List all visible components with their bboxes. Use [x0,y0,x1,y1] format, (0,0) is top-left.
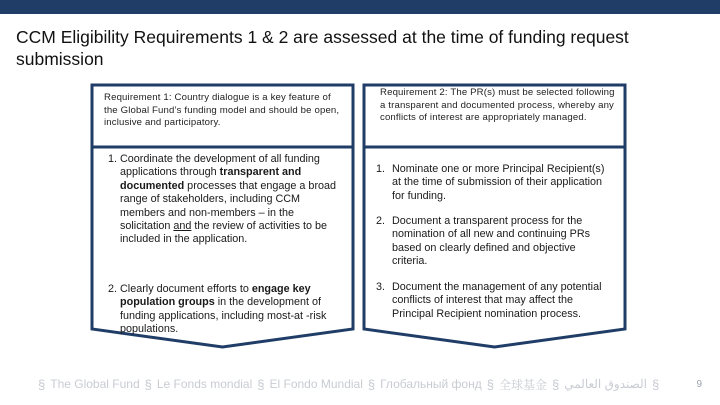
item-underlined-text: and [173,220,192,233]
brand-name-zh: 全球基金 [498,377,547,392]
slide-title: CCM Eligibility Requirements 1 & 2 are assessed at the time of funding request submission [16,27,629,69]
global-fund-logo-icon: § [257,376,265,392]
requirement-2-panel [362,83,627,349]
global-fund-logo-icon: § [486,376,494,392]
requirement-2-header: Requirement 2: The PR(s) must be selected following a transparent and documented process, whereby any conflicts of interest are appropriately managed. [380,87,615,123]
requirement-1-item-2 [108,283,343,337]
item-text: Clearly document efforts to [120,283,252,295]
brand-name-fr: Le Fonds mondial [156,377,253,391]
item-number: 1. [376,163,386,175]
item-text: Document the management of any potential conflicts of interest that may affect the Principal Recipient nomination process. [392,281,602,320]
brand-name-ru: Глобальный фонд [380,377,482,391]
footer-brand-strip [38,376,660,392]
item-text: Document a transparent process for the nomination of all new and continuing PRs based on clearly defined and objective criteria. [392,215,591,268]
brand-name-es: El Fondo Mundial [269,377,363,391]
requirement-1-panel [90,83,355,349]
global-fund-logo-icon: § [367,376,376,392]
item-text: processes that engage a broad range of stakeholders, including CCM members and non-members – in the solicitation [120,179,337,233]
brand-name-ar: الصندوق العالمي [564,377,648,391]
item-number: 2. [108,283,118,295]
item-text: the review of activities to be included in the application. [120,220,328,246]
item-number: 3. [376,281,386,293]
requirement-1-header: Requirement 1: Country dialogue is a key feature of the Global Fund’s funding model and should be open, inclusive and participatory. [104,92,340,128]
item-bold-text: engage key population groups [120,283,311,309]
item-text: in the development of funding applications, including most-at -risk populations. [120,296,327,336]
item-number: 1. [108,153,118,165]
item-bold-text: transparent and documented [120,166,302,192]
requirement-1-item-1 [108,153,343,247]
brand-name-en: The Global Fund [50,377,140,391]
page-number: 9 [696,379,702,390]
item-number: 2. [376,215,386,227]
top-bar [0,0,720,14]
requirement-2-item-1 [376,163,611,203]
global-fund-logo-icon: § [144,376,152,392]
item-text: Coordinate the development of all funding applications through [120,153,320,179]
global-fund-logo-icon: § [551,376,560,392]
global-fund-logo-icon: § [652,376,660,392]
global-fund-logo-icon: § [38,376,46,392]
requirement-2-item-3 [376,281,611,321]
item-text: Nominate one or more Principal Recipient(s) at the time of submission of their application for funding. [392,163,605,202]
requirement-2-item-2 [376,215,611,269]
